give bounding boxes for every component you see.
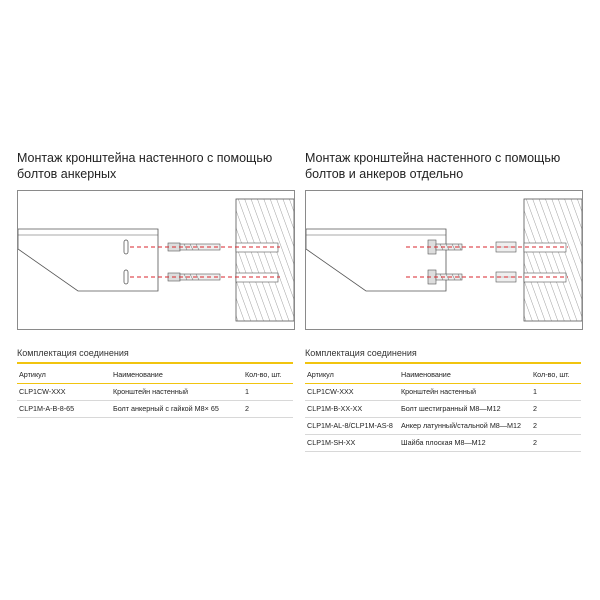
cell-article: CLP1M-AL-8/CLP1M-AS-8 <box>305 418 399 435</box>
title-line-2: болтов и анкеров отдельно <box>305 167 464 181</box>
header-qty: Кол-во, шт. <box>531 363 581 384</box>
wall-bracket <box>18 229 158 291</box>
cell-article: CLP1M-A-B-8-65 <box>17 401 111 418</box>
header-qty: Кол-во, шт. <box>243 363 293 384</box>
wall-hole-bottom <box>236 273 278 282</box>
panel-anchor-bolts <box>17 150 297 418</box>
wall-section <box>524 199 582 321</box>
section-label: Комплектация соединения <box>305 348 417 358</box>
bracket-slot-bottom <box>124 270 128 284</box>
cell-qty: 2 <box>531 435 581 452</box>
components-table <box>17 362 293 418</box>
title-line-1: Монтаж кронштейна настенного с помощью <box>17 151 273 165</box>
cell-article: CLP1CW-XXX <box>305 384 399 401</box>
wall-hole-bottom <box>524 273 566 282</box>
table-row <box>17 384 293 401</box>
cell-qty: 2 <box>531 401 581 418</box>
cell-qty: 2 <box>243 401 293 418</box>
diagram-svg <box>18 191 294 329</box>
cell-name: Анкер латунный/стальной M8—M12 <box>399 418 531 435</box>
table-header-row <box>305 363 581 384</box>
table-row <box>305 401 581 418</box>
cell-qty: 1 <box>243 384 293 401</box>
title-line-1: Монтаж кронштейна настенного с помощью <box>305 151 561 165</box>
section-label: Комплектация соединения <box>17 348 129 358</box>
cell-article: CLP1M-SH-XX <box>305 435 399 452</box>
cell-name: Кронштейн настенный <box>111 384 243 401</box>
cell-article: CLP1M-B-XX-XX <box>305 401 399 418</box>
header-name: Наименование <box>111 363 243 384</box>
wall-bracket <box>306 229 446 291</box>
wall-hole-top <box>236 243 278 252</box>
title-line-2: болтов анкерных <box>17 167 117 181</box>
cell-name: Шайба плоская M8—M12 <box>399 435 531 452</box>
cell-qty: 2 <box>531 418 581 435</box>
diagram-svg <box>306 191 582 329</box>
panel-title <box>17 150 297 184</box>
header-name: Наименование <box>399 363 531 384</box>
cell-qty: 1 <box>531 384 581 401</box>
bracket-slot-top <box>124 240 128 254</box>
cell-name: Кронштейн настенный <box>399 384 531 401</box>
table-row <box>305 435 581 452</box>
panel-title <box>305 150 585 184</box>
cell-article: CLP1CW-XXX <box>17 384 111 401</box>
components-table <box>305 362 581 452</box>
table-row <box>305 418 581 435</box>
wall-section <box>236 199 294 321</box>
cell-name: Болт шестигранный M8—M12 <box>399 401 531 418</box>
mounting-diagram <box>17 190 295 330</box>
mounting-diagram <box>305 190 583 330</box>
wall-hole-top <box>524 243 566 252</box>
header-article: Артикул <box>17 363 111 384</box>
cell-name: Болт анкерный с гайкой M8× 65 <box>111 401 243 418</box>
panel-separate-bolts-anchors <box>305 150 585 452</box>
table-row <box>17 401 293 418</box>
table-header-row <box>17 363 293 384</box>
table-row <box>305 384 581 401</box>
header-article: Артикул <box>305 363 399 384</box>
